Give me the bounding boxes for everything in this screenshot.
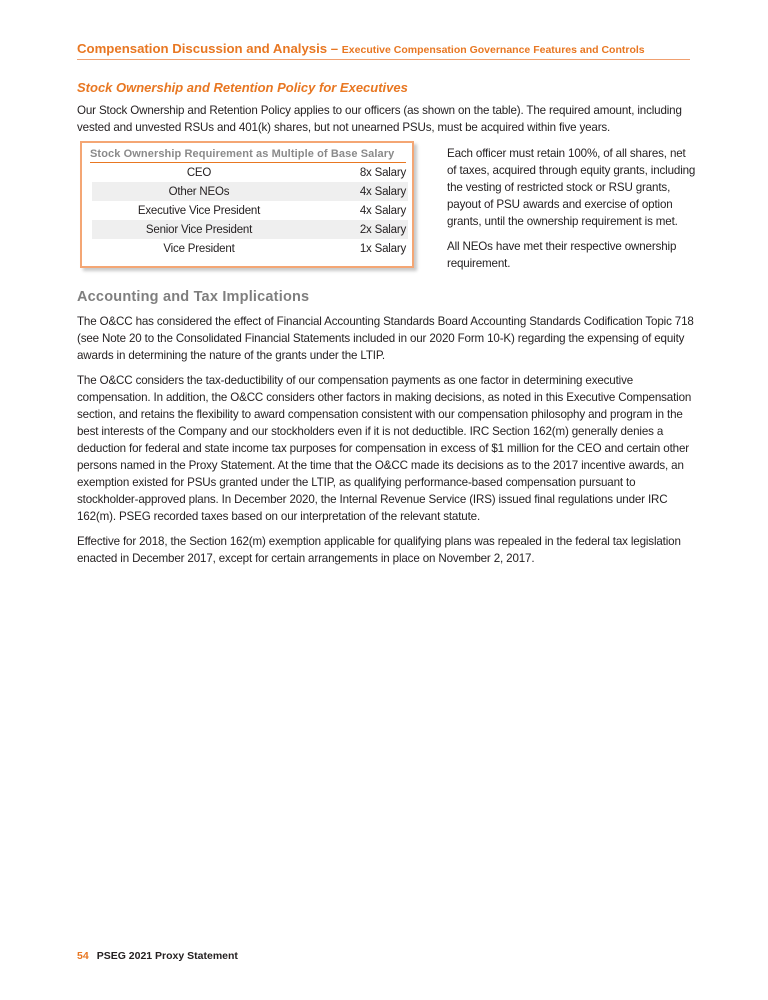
accounting-tax-body [77,313,699,567]
intro-paragraph: Our Stock Ownership and Retention Policy applies to our officers (as shown on the table). The required amount, including vested and unvested RSUs and 401(k) shares, but not unearned PSUs, must be acquired within five years. [77,104,682,134]
table-row [92,239,408,258]
table-cell-multiple: 4x Salary [359,185,406,198]
retention-sidebar-text [447,145,697,272]
ownership-requirement-table [80,141,414,268]
table-cell-multiple: 2x Salary [359,223,406,236]
table-row [92,163,408,182]
page-number: 54 [77,950,89,962]
table-cell-position: CEO [186,166,212,179]
table-cell-position: Vice President [163,242,235,255]
table-title: Stock Ownership Requirement as Multiple of Base Salary [90,148,406,163]
section-title-stock-ownership: Stock Ownership and Retention Policy for Executives [77,80,408,95]
body-paragraph: The O&CC has considered the effect of Financial Accounting Standards Board Accounting Standards Codification Topic 718 (see Note 20 to the Consolidated Financial Statements included in our 2020 Form 10-K) regarding the expensing of equity awards in determining the nature of the grants under the LTIP. [77,315,694,362]
table-cell-position: Senior Vice President [145,223,253,236]
table-cell-position: Other NEOs [168,185,230,198]
table-cell-multiple: 1x Salary [359,242,406,255]
table-row [92,220,408,239]
running-header [77,41,690,60]
retention-paragraph: Each officer must retain 100%, of all shares, net of taxes, acquired through equity grants, including the vesting of restricted stock or RSU grants, payout of PSU awards and exercise of option grants, until the ownership requirement is met. [447,147,696,228]
footer-title: PSEG 2021 Proxy Statement [96,950,238,962]
body-paragraph: Effective for 2018, the Section 162(m) exemption applicable for qualifying plans was repealed in the federal tax legislation enacted in December 2017, except for certain arrangements in place on November 2, 2017. [77,535,681,565]
body-paragraph: The O&CC considers the tax-deductibility of our compensation payments as one factor in determining executive compensation. In addition, the O&CC considers other factors in making decisions, as noted in this Executive Compensation section, and retains the flexibility to award compensation consistent with our compensation philosophy and program in the best interests of the Company and our stockholders even if it is not deductible. IRC Section 162(m) generally denies a deduction for federal and state income tax purposes for compensation in excess of $1 million for the CEO and certain other persons named in the Proxy Statement. At the time that the O&CC made its decisions as to the 2017 incentive awards, an exemption existed for PSUs granted under the LTIP, as qualifying performance-based compensation pursuant to stockholder-approved plans. In December 2020, the Internal Revenue Service (IRS) issued final regulations under IRC 162(m). PSEG recorded taxes based on our interpretation of the relevant statute. [77,374,692,523]
header-sub: Executive Compensation Governance Features and Controls [341,44,645,56]
table-cell-multiple: 4x Salary [359,204,406,217]
table-cell-position: Executive Vice President [137,204,261,217]
neo-status-paragraph: All NEOs have met their respective ownership requirement. [447,240,677,270]
table-cell-multiple: 8x Salary [359,166,406,179]
section-title-accounting-tax: Accounting and Tax Implications [77,289,310,305]
table-row [92,182,408,201]
header-main: Compensation Discussion and Analysis – [77,41,342,56]
table-row [92,201,408,220]
page-footer [77,950,238,962]
